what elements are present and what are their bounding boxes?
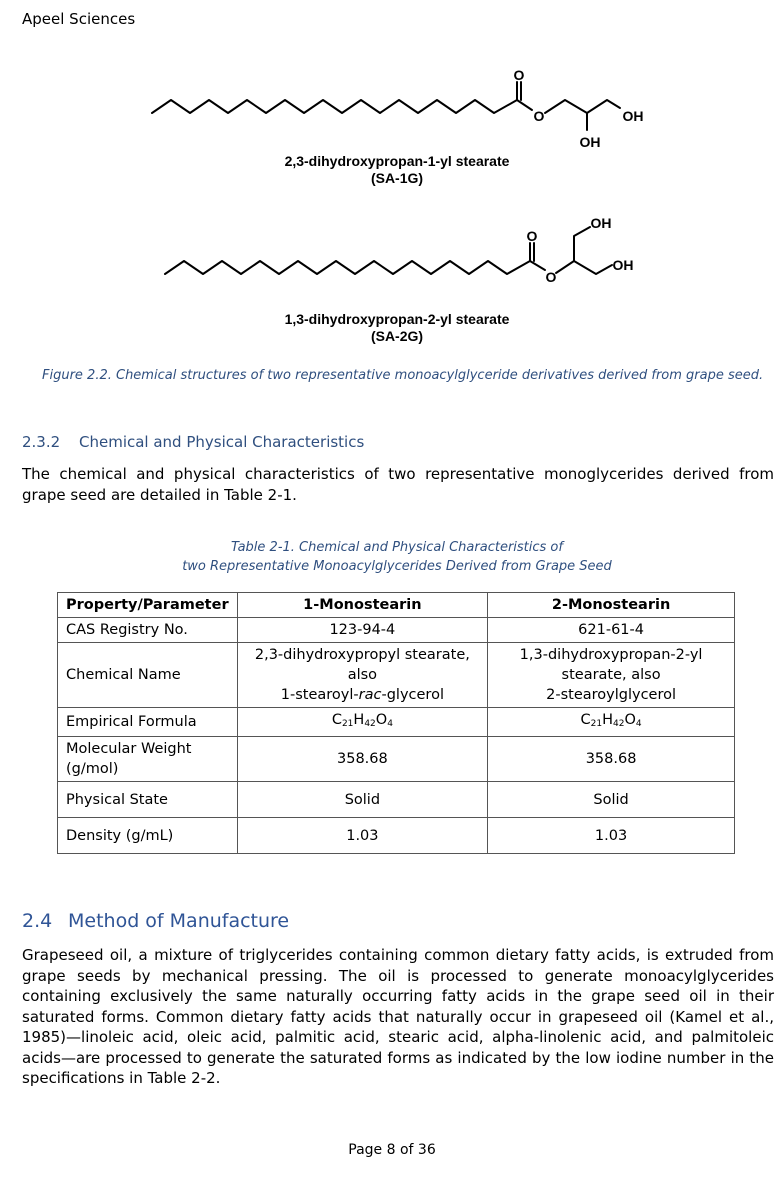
chem-name-1-italic: rac	[358, 687, 382, 703]
sa2g-name: 1,3-dihydroxypropan-2-yl stearate	[284, 311, 510, 327]
section-number: 2.4	[22, 910, 53, 932]
row-value-2: 621-61-4	[488, 618, 735, 643]
sa1g-glycerol-chain	[545, 100, 620, 113]
formula-o: O	[375, 712, 388, 728]
row-value-1: 358.68	[237, 737, 488, 782]
header-2-monostearin: 2-Monostearin	[488, 593, 735, 618]
section-2-3-2-paragraph: The chemical and physical characteristics of two representative monoglycerides derived from grape seed are detailed in Table 2-1.	[22, 465, 774, 504]
sa1g-ester-o: O	[533, 108, 545, 124]
row-value-2: 358.68	[488, 737, 735, 782]
sa2g-oh-right: OH	[612, 257, 634, 273]
chem-name-1-post: -glycerol	[381, 687, 444, 703]
table-header-row	[58, 593, 735, 618]
row-value-2: 1.03	[488, 818, 735, 854]
row-value-1	[237, 708, 488, 737]
sa2g-alkyl-chain	[165, 261, 530, 274]
header-property: Property/Parameter	[58, 593, 238, 618]
sa1g-label	[222, 153, 572, 187]
properties-table	[57, 592, 735, 854]
formula-c: C	[331, 712, 342, 728]
row-property: Physical State	[58, 782, 238, 818]
row-property: Empirical Formula	[58, 708, 238, 737]
table-row	[58, 782, 735, 818]
sa1g-alkyl-chain	[152, 100, 517, 113]
row-value-1: Solid	[237, 782, 488, 818]
sa2g-label	[222, 311, 572, 345]
header-1-monostearin: 1-Monostearin	[237, 593, 488, 618]
row-value-2	[488, 708, 735, 737]
header-company-name: Apeel Sciences	[22, 10, 136, 28]
section-2-3-2-heading	[22, 433, 364, 451]
chem-name-2-line-1: 1,3-dihydroxypropan-2-yl	[519, 647, 703, 663]
section-title: Chemical and Physical Characteristics	[79, 433, 365, 451]
formula-h: H	[353, 712, 365, 728]
table-row	[58, 643, 735, 708]
formula-c-sub: 21	[341, 719, 354, 729]
sa1g-carbonyl-o: O	[513, 67, 525, 83]
sa2g-code: (SA-2G)	[370, 328, 424, 344]
formula-o-sub: 4	[635, 719, 642, 729]
sa1g-name: 2,3-dihydroxypropan-1-yl stearate	[284, 153, 510, 169]
sa2g-ester-bond	[530, 261, 545, 270]
sa1g-ester-glycerol	[517, 100, 532, 110]
chem-name-1-pre: 1-stearoyl-	[280, 687, 359, 703]
chem-name-1-line-3	[246, 685, 480, 705]
table-row	[58, 818, 735, 854]
row-value-1: 123-94-4	[237, 618, 488, 643]
row-property: Chemical Name	[58, 643, 238, 708]
table-row	[58, 737, 735, 782]
sa2g-ester-o: O	[545, 269, 557, 285]
sa2g-oh-top: OH	[590, 215, 612, 231]
mw-line-2: (g/mol)	[66, 761, 119, 777]
section-2-4-heading	[22, 910, 289, 932]
table-caption-line-2: two Representative Monoacylglycerides Derived from Grape Seed	[182, 559, 612, 574]
figure-caption: Figure 2.2. Chemical structures of two representative monoacylglyceride derivatives derived from grape seed.	[42, 368, 764, 383]
table-row	[58, 708, 735, 737]
chem-name-2-line-2: stearate, also	[561, 667, 661, 683]
row-value-1	[237, 643, 488, 708]
table-caption-line-1: Table 2-1. Chemical and Physical Characteristics of	[231, 540, 563, 555]
sa1g-oh-bottom: OH	[579, 134, 601, 150]
row-value-2: Solid	[488, 782, 735, 818]
formula-h-sub: 42	[613, 719, 625, 729]
table-row	[58, 618, 735, 643]
formula-h: H	[602, 712, 613, 728]
formula-o-sub: 4	[387, 719, 393, 729]
sa1g-oh-right: OH	[622, 108, 644, 124]
formula-c: C	[580, 712, 591, 728]
sa1g-code: (SA-1G)	[370, 170, 424, 186]
table-caption	[150, 538, 644, 576]
row-property: CAS Registry No.	[58, 618, 238, 643]
formula-c-sub: 21	[590, 719, 603, 729]
row-property: Density (g/mL)	[58, 818, 238, 854]
sa2g-glycerol-chain	[556, 261, 612, 274]
chem-name-2-line-3: 2-stearoylglycerol	[546, 687, 677, 703]
section-title: Method of Manufacture	[68, 910, 290, 932]
mw-line-1: Molecular Weight	[66, 741, 192, 757]
sa2g-carbonyl-o: O	[526, 228, 538, 244]
sa2g-glycerol-branch	[574, 227, 590, 261]
page-number: Page 8 of 36	[348, 1142, 436, 1158]
row-value-2	[488, 643, 735, 708]
formula-o: O	[624, 712, 636, 728]
formula-h-sub: 42	[364, 719, 376, 729]
section-number: 2.3.2	[22, 433, 61, 451]
row-value-1: 1.03	[237, 818, 488, 854]
chem-name-1-line-1: 2,3-dihydroxypropyl stearate,	[254, 647, 470, 663]
chem-name-1-line-2: also	[347, 667, 378, 683]
section-2-4-paragraph: Grapeseed oil, a mixture of triglycerides containing common dietary fatty acids, is extruded from grape seeds by mechanical pressing. The oil is processed to generate monoacylglycerides containing exclusively the same naturally occurring fatty acids in the grape seed oil in their saturated forms. Common dietary fatty acids that naturally occur in grapeseed oil (Kamel et al., 1985)—linoleic acid, oleic acid, palmitic acid, stearic acid, alpha-linolenic acid, and palmitoleic acids—are processed to generate the saturated forms as indicated by the low iodine number in the specifications in Table 2-2.	[22, 946, 774, 1087]
row-property	[58, 737, 238, 782]
